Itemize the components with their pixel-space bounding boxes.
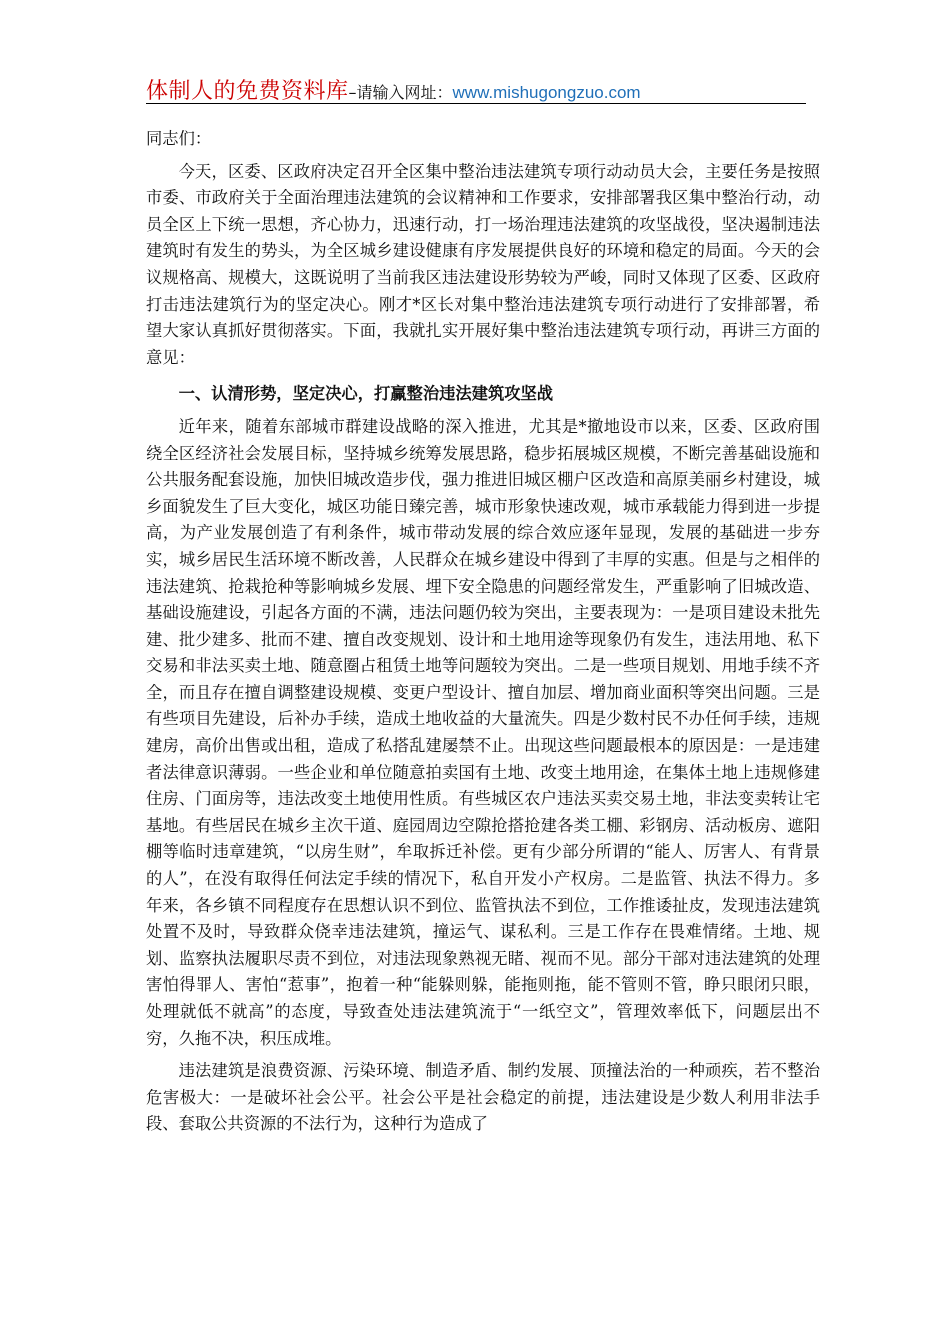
header-url-link[interactable]: www.mishugongzuo.com (452, 83, 641, 102)
header-prompt: –请输入网址： (348, 83, 453, 102)
salutation: 同志们： (146, 129, 212, 148)
header-brand: 体制人的免费资料库 (146, 79, 349, 104)
paragraph-harm: 违法建筑是浪费资源、污染环境、制造矛盾、制约发展、顶撞法治的一种顽疾，若不整治危害极大：一是破坏社会公平。社会公平是社会稳定的前提，违法建设是少数人利用非法手段、套取公共资源的不法行为，这种行为造成了 (146, 1061, 820, 1134)
section-heading-1: 一、认清形势，坚定决心，打赢整治违法建筑攻坚战 (178, 384, 554, 404)
paragraph-intro: 今天，区委、区政府决定召开全区集中整治违法建筑专项行动动员大会，主要任务是按照市委、市政府关于全面治理违法建筑的会议精神和工作要求，安排部署我区集中整治行动，动员全区上下统一思想，齐心协力，迅速行动，打一场治理违法建筑的攻坚战役，坚决遏制违法建筑时有发生的势头，为全区城乡建设健康有序发展提供良好的环境和稳定的局面。今天的会议规格高、规模大，这既说明了当前我区违法建设形势较为严峻，同时又体现了区委、区政府打击违法建筑行为的坚定决心。刚才*区长对集中整治违法建筑专项行动进行了安排部署，希望大家认真抓好贯彻落实。下面，我就扎实开展好集中整治违法建筑专项行动，再讲三方面的意见： (146, 161, 820, 367)
paragraph-situation: 近年来，随着东部城市群建设战略的深入推进，尤其是*撤地设市以来，区委、区政府围绕全区经济社会发展目标，坚持城乡统筹发展思路，稳步拓展城区规模，不断完善基础设施和公共服务配套设施，加快旧城改造步伐，强力推进旧城区棚户区改造和高原美丽乡村建设，城乡面貌发生了巨大变化，城区功能日臻完善，城市形象快速改观，城市承载能力得到进一步提高，为产业发展创造了有利条件，城市带动发展的综合效应逐年显现，发展的基础进一步夯实，城乡居民生活环境不断改善，人民群众在城乡建设中得到了丰厚的实惠。但是与之相伴的违法建筑、抢栽抢种等影响城乡发展、埋下安全隐患的问题经常发生，严重影响了旧城改造、基础设施建设，引起各方面的不满，违法问题仍较为突出，主要表现为：一是项目建设未批先建、批少建多、批而不建、擅自改变规划、设计和土地用途等现象仍有发生，违法用地、私下交易和非法买卖土地、随意圈占租赁土地等问题较为突出。二是一些项目规划、用地手续不齐全，而且存在擅自调整建设规模、变更户型设计、擅自加层、增加商业面积等突出问题。三是有些项目先建设，后补办手续，造成土地收益的大量流失。四是少数村民不办任何手续，违规建房，高价出售或出租，造成了私搭乱建屡禁不止。出现这些问题最根本的原因是：一是违建者法律意识薄弱。一些企业和单位随意拍卖国有土地、改变土地用途，在集体土地上违规修建住房、门面房等，违法改变土地使用性质。有些城区农户违法买卖交易土地，非法变卖转让宅基地。有些居民在城乡主次干道、庭园周边空隙抢搭抢建各类工棚、彩钢房、活动板房、遮阳棚等临时违章建筑，“以房生财”，牟取拆迁补偿。更有少部分所谓的“能人、厉害人、有背景的人”，在没有取得任何法定手续的情况下，私自开发小产权房。二是监管、执法不得力。多年来，各乡镇不同程度存在思想认识不到位、监管执法不到位，工作推诿扯皮，发现违法建筑处置不及时，导致群众侥幸违法建筑，撞运气、谋私利。三是工作存在畏难情绪。土地、规划、监察执法履职尽责不到位，对违法现象熟视无睹、视而不见。部分干部对违法建筑的处理害怕得罪人、害怕“惹事”，抱着一种“能躲则躲，能拖则拖，能不管则不管，睁只眼闭只眼，处理就低不就高”的态度，导致查处违法建筑流于“一纸空文”，管理效率低下，问题层出不穷，久拖不决，积压成堆。 (146, 416, 820, 1048)
header-divider (146, 103, 806, 104)
document-body (146, 126, 820, 1138)
site-header (146, 74, 806, 105)
